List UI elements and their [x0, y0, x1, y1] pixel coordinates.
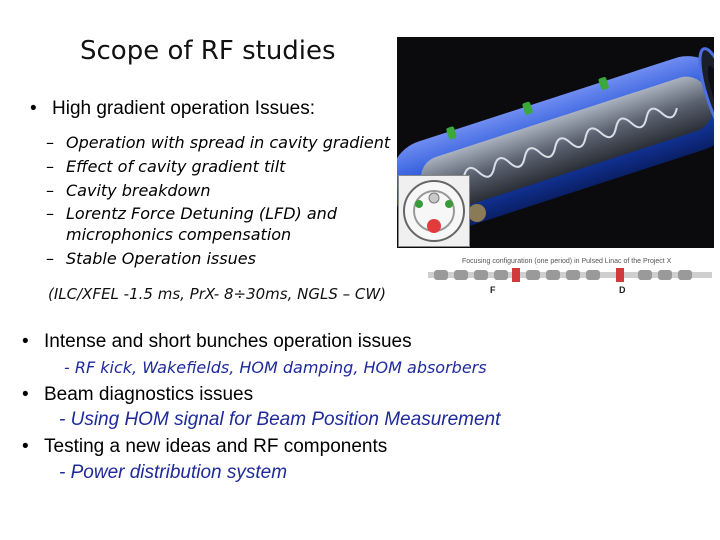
focusing-lattice-icon — [428, 268, 712, 282]
subitem-continuation: microphonics compensation — [66, 225, 292, 244]
subitem: – Lorentz Force Detuning (LFD) and — [46, 204, 337, 223]
bullet-icon: • — [22, 436, 29, 457]
pulse-note: (ILC/XFEL -1.5 ms, PrX- 8÷30ms, NGLS – CW) — [48, 285, 387, 303]
slide-title: Scope of RF studies — [80, 36, 336, 66]
cross-section-inset — [398, 175, 470, 247]
focusing-configuration — [428, 258, 712, 296]
bullet3-sub: - Using HOM signal for Beam Position Measurement — [59, 409, 501, 430]
bullet-beam-diagnostics: • Beam diagnostics issues — [22, 384, 254, 405]
bullet-icon: • — [22, 331, 29, 352]
bullet2-sub: - RF kick, Wakefields, HOM damping, HOM absorbers — [64, 358, 487, 377]
bullet-testing: • Testing a new ideas and RF components — [22, 436, 388, 457]
bullet-high-gradient — [30, 98, 315, 120]
bullet-label: High gradient operation Issues: — [52, 98, 315, 119]
subitem: – Effect of cavity gradient tilt — [46, 157, 286, 176]
focusing-label-d: D — [619, 285, 626, 295]
bullet-icon: • — [30, 98, 37, 119]
bullet-intense-bunches: • Intense and short bunches operation issues — [22, 331, 412, 352]
subitem: – Operation with spread in cavity gradient — [46, 133, 391, 152]
focusing-caption: Focusing configuration (one period) in Pulsed Linac of the Project X — [462, 258, 672, 265]
focusing-label-f: F — [490, 285, 496, 295]
subitem: – Stable Operation issues — [46, 249, 256, 268]
bullet-icon: • — [22, 384, 29, 405]
bullet4-sub: - Power distribution system — [59, 462, 288, 483]
subitem: – Cavity breakdown — [46, 181, 211, 200]
